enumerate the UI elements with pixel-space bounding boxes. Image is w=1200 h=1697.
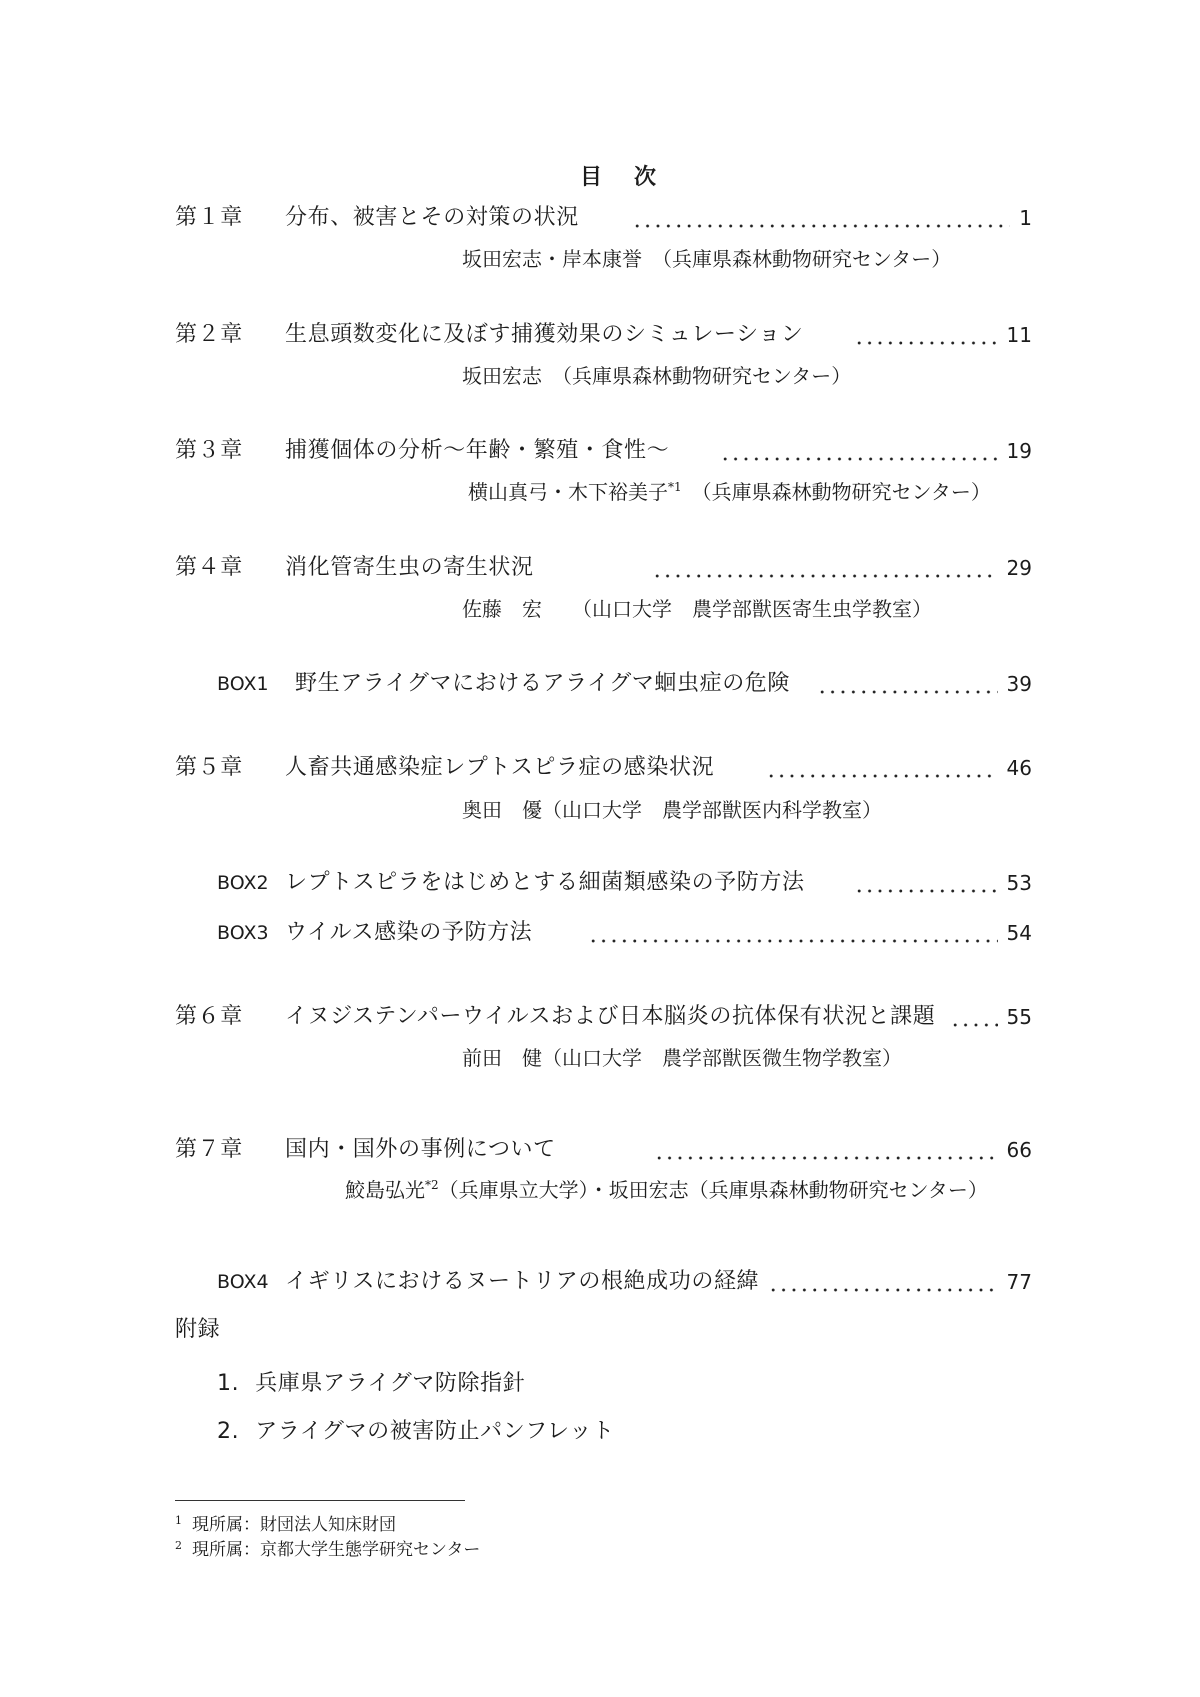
appendix-item xyxy=(217,1369,525,1399)
toc-entry-author xyxy=(468,477,991,507)
toc-entry-label: 第７章 xyxy=(175,1137,243,1162)
toc-entry xyxy=(0,320,1200,400)
toc-entry-label: 第６章 xyxy=(175,1004,243,1029)
toc-entry-label: BOX4 xyxy=(217,1271,269,1293)
toc-entry-leader-row xyxy=(766,1267,1032,1297)
toc-entry-title: レプトスピラをはじめとする細菌類感染の予防方法 xyxy=(285,870,805,895)
toc-entry xyxy=(0,436,1200,516)
footnote-text: 現所属：京都大学生態学研究センター xyxy=(192,1540,481,1560)
dot-leader xyxy=(718,436,998,466)
toc-entry-leader-row xyxy=(948,1002,1032,1032)
dot-leader xyxy=(766,1267,998,1297)
toc-entry-title: 捕獲個体の分析～年齢・繁殖・食性～ xyxy=(285,438,670,463)
toc-entry-author xyxy=(345,1175,988,1205)
toc-entry-author xyxy=(462,361,851,391)
toc-entry-page: 77 xyxy=(1006,1270,1032,1294)
toc-entry-title: 国内・国外の事例について xyxy=(285,1137,556,1162)
toc-entry-label: 第３章 xyxy=(175,438,243,463)
toc-entry-page: 39 xyxy=(1006,672,1032,696)
toc-title: 目 次 xyxy=(580,165,662,190)
dot-leader xyxy=(852,868,998,898)
toc-entry-page: 19 xyxy=(1006,439,1032,463)
footnote-divider xyxy=(175,1500,465,1501)
toc-entry-label: BOX1 xyxy=(217,673,269,695)
author-text: 鮫島弘光 xyxy=(345,1178,425,1202)
toc-entry-title: 人畜共通感染症レプトスピラ症の感染状況 xyxy=(285,755,715,780)
dot-leader xyxy=(652,1135,998,1165)
footnote xyxy=(175,1538,480,1562)
toc-entry-title: 消化管寄生虫の寄生状況 xyxy=(285,555,534,580)
toc-entry-leader-row xyxy=(718,436,1032,466)
toc-entry-leader-row xyxy=(852,320,1032,350)
appendix-item xyxy=(217,1417,615,1447)
dot-leader xyxy=(586,918,998,948)
toc-entry xyxy=(0,1002,1200,1082)
toc-entry-page: 1 xyxy=(1019,206,1032,230)
author-text: 奥田 優（山口大学 農学部獣医内科学教室） xyxy=(462,798,882,822)
appendix-heading: 附録 xyxy=(175,1317,221,1342)
toc-entry-title: 野生アライグマにおけるアライグマ蛔虫症の危険 xyxy=(295,671,791,696)
footnote-ref: *1 xyxy=(668,480,682,494)
toc-entry-page: 29 xyxy=(1006,556,1032,580)
appendix-item-number: 2. xyxy=(217,1419,240,1444)
toc-entry-title: イギリスにおけるヌートリアの根絶成功の経緯 xyxy=(285,1269,760,1294)
appendix-item-number: 1. xyxy=(217,1371,240,1396)
toc-entry-leader-row xyxy=(815,669,1032,699)
appendix-item-title: 兵庫県アライグマ防除指針 xyxy=(255,1371,526,1396)
toc-entry-author xyxy=(462,594,932,624)
dot-leader xyxy=(764,753,998,783)
author-affiliation: （兵庫県立大学）・坂田宏志（兵庫県森林動物研究センター） xyxy=(438,1178,988,1202)
toc-entry-label: BOX2 xyxy=(217,872,269,894)
toc-entry-title: イヌジステンパーウイルスおよび日本脳炎の抗体保有状況と課題 xyxy=(285,1004,936,1029)
footnote xyxy=(175,1513,396,1537)
footnote-mark: 1 xyxy=(175,1514,182,1527)
dot-leader xyxy=(650,553,998,583)
author-text: 坂田宏志 （兵庫県森林動物研究センター） xyxy=(462,364,852,388)
toc-entry-author xyxy=(462,244,951,274)
toc-entry xyxy=(0,203,1200,283)
toc-entry-label: 第２章 xyxy=(175,322,243,347)
appendix-item-title: アライグマの被害防止パンフレット xyxy=(255,1419,615,1444)
toc-entry xyxy=(0,753,1200,833)
toc-box-entry xyxy=(0,918,1200,998)
author-text: 坂田宏志・岸本康誉 （兵庫県森林動物研究センター） xyxy=(462,247,952,271)
toc-entry-title: 分布、被害とその対策の状況 xyxy=(285,205,579,230)
toc-entry-page: 11 xyxy=(1006,323,1032,347)
toc-entry-title: 生息頭数変化に及ぼす捕獲効果のシミュレーション xyxy=(285,322,804,347)
toc-entry-page: 46 xyxy=(1006,756,1032,780)
toc-entry-title: ウイルス感染の予防方法 xyxy=(285,920,533,945)
footnote-ref: *2 xyxy=(425,1178,439,1192)
toc-entry-leader-row xyxy=(852,868,1032,898)
toc-entry-page: 54 xyxy=(1006,921,1032,945)
toc-entry-page: 66 xyxy=(1006,1138,1032,1162)
toc-entry-label: BOX3 xyxy=(217,922,269,944)
toc-entry-author xyxy=(462,795,882,825)
toc-entry-page: 55 xyxy=(1006,1005,1032,1029)
author-text: 前田 健（山口大学 農学部獣医微生物学教室） xyxy=(462,1046,902,1070)
dot-leader xyxy=(948,1002,998,1032)
toc-entry-leader-row xyxy=(650,553,1032,583)
toc-entry-label: 第１章 xyxy=(175,205,243,230)
author-text: 横山真弓・木下裕美子 xyxy=(468,480,668,504)
dot-leader xyxy=(852,320,998,350)
toc-entry-label: 第５章 xyxy=(175,755,243,780)
toc-box-entry xyxy=(0,669,1200,749)
author-affiliation: （兵庫県森林動物研究センター） xyxy=(681,480,991,504)
toc-entry xyxy=(0,553,1200,633)
toc-entry-leader-row xyxy=(764,753,1032,783)
toc-entry xyxy=(0,1135,1200,1215)
toc-entry-author xyxy=(462,1043,902,1073)
toc-entry-leader-row xyxy=(652,1135,1032,1165)
toc-entry-leader-row xyxy=(586,918,1032,948)
author-text: 佐藤 宏 （山口大学 農学部獣医寄生虫学教室） xyxy=(462,597,932,621)
dot-leader xyxy=(815,669,998,699)
footnote-mark: 2 xyxy=(175,1539,182,1552)
footnote-text: 現所属：財団法人知床財団 xyxy=(192,1515,396,1535)
dot-leader xyxy=(630,203,1010,233)
toc-entry-label: 第４章 xyxy=(175,555,243,580)
toc-entry-page: 53 xyxy=(1006,871,1032,895)
toc-entry-leader-row xyxy=(630,203,1032,233)
